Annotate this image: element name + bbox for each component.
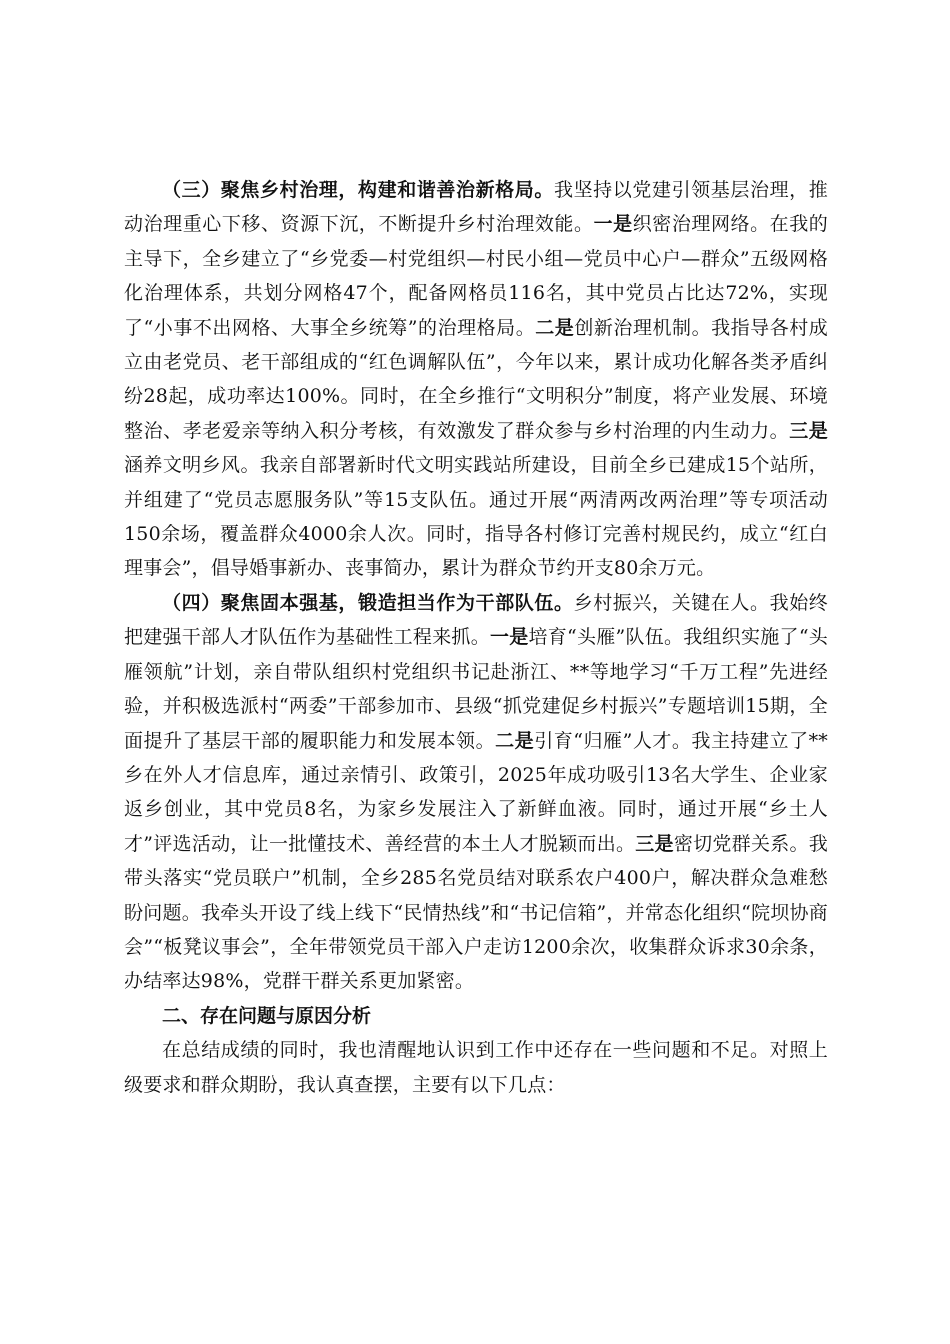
section-4-point-3-label: 三是 — [635, 832, 674, 855]
section-3-point-3-text: 涵养文明乡风。我亲自部署新时代文明实践站所建设，目前全乡已建成15个站所，并组建了“党员志愿服务队”等15支队伍。通过开展“两清两改两治理”等专项活动150余场，覆盖群众4000余人次。同时，指导各村修订完善村规民约，成立“红白理事会”，倡导婚事新办、丧事简办，累计为群众节约开支80余万元。 — [124, 454, 828, 580]
section-4-title: （四）聚焦固本强基，锻造担当作为干部队伍。 — [162, 591, 574, 614]
section-3-point-1-text: 织密治理网络。在我的主导下，全乡建立了“乡党委—村党组织—村民小组—党员中心户—群众”五级网格化治理体系，共划分网格47个，配备网格员116名，其中党员占比达72%，实现了“小事不出网格、大事全乡统筹”的治理格局。 — [124, 213, 828, 339]
section-3-title: （三）聚焦乡村治理，构建和谐善治新格局。 — [162, 179, 554, 201]
section-4-point-1-text: 培育“头雁”队伍。我组织实施了“头雁领航”计划，亲自带队组织村党组织书记赴浙江、**等地学习“千万工程”先进经验，并积极选派村“两委”干部参加市、县级“抓党建促乡村振兴”专题培训15期，全面提升了基层干部的履职能力和发展本领。 — [124, 626, 828, 752]
section-4-intro: 乡村振兴，关键在人。我始终把建强干部人才队伍作为基础性工程来抓。 — [124, 591, 828, 649]
section-4-point-2-label: 二是 — [495, 729, 535, 752]
section-3-intro: 我坚持以党建引领基层治理，推动治理重心下移、资源下沉，不断提升乡村治理效能。 — [124, 179, 828, 236]
part-2-heading: 二、存在问题与原因分析 — [162, 1004, 372, 1027]
paragraph-section-3 — [124, 173, 828, 586]
document-body — [124, 173, 828, 1102]
section-4-point-1-label: 一是 — [489, 626, 529, 649]
section-3-point-2-label: 二是 — [535, 316, 575, 339]
section-3-point-3-label: 三是 — [789, 419, 828, 442]
part-2-intro: 在总结成绩的同时，我也清醒地认识到工作中还存在一些问题和不足。对照上级要求和群众期盼，我认真查摆，主要有以下几点： — [124, 1039, 828, 1096]
section-4-point-3-text: 密切党群关系。我带头落实“党员联户”机制，全乡285名党员结对联系农户400户，解决群众急难愁盼问题。我牵头开设了线上线下“民情热线”和“书记信箱”，并常态化组织“院坝协商会”“板凳议事会”，全年带领党员干部入户走访1200余次，收集群众诉求30余条，办结率达98%，党群干群关系更加紧密。 — [124, 832, 828, 993]
section-3-point-1-label: 一是 — [593, 213, 633, 236]
paragraph-section-4 — [124, 586, 828, 999]
section-4-point-2-text: 引育“归雁”人才。我主持建立了**乡在外人才信息库，通过亲情引、政策引，2025年成功吸引13名大学生、企业家返乡创业，其中党员8名，为家乡发展注入了新鲜血液。同时，通过开展“乡土人才”评选活动，让一批懂技术、善经营的本土人才脱颖而出。 — [124, 729, 829, 855]
section-3-point-2-text: 创新治理机制。我指导各村成立由老党员、老干部组成的“红色调解队伍”，今年以来，累计成功化解各类矛盾纠纷28起，成功率达100%。同时，在全乡推行“文明积分”制度，将产业发展、环境整治、孝老爱亲等纳入积分考核，有效激发了群众参与乡村治理的内生动力。 — [124, 316, 828, 442]
